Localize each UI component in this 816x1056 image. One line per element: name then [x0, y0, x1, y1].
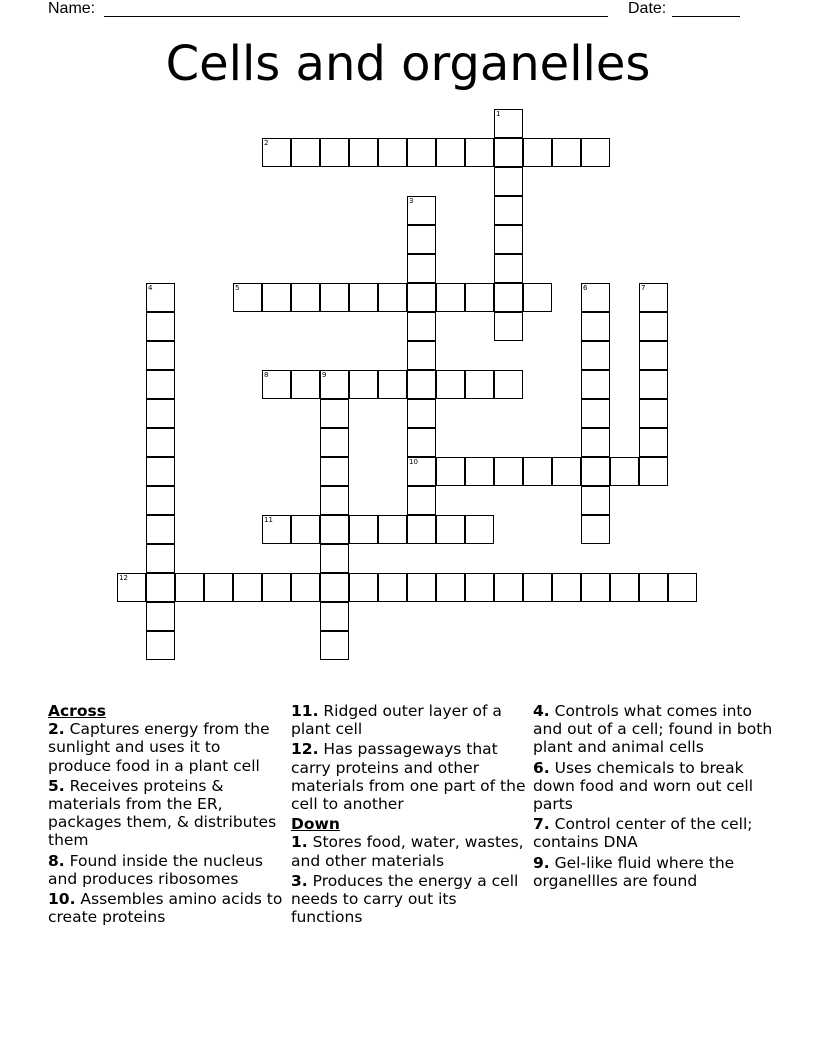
grid-cell[interactable] — [349, 138, 378, 167]
grid-cell[interactable] — [320, 544, 349, 573]
grid-cell[interactable] — [552, 573, 581, 602]
grid-cell[interactable] — [291, 138, 320, 167]
grid-cell[interactable] — [465, 515, 494, 544]
clue-across-12: 12. Has passageways that carry proteins and other materials from one part of the cell to another — [291, 740, 526, 814]
grid-cell[interactable] — [262, 515, 291, 544]
grid-cell[interactable] — [320, 457, 349, 486]
grid-cell[interactable] — [407, 370, 436, 399]
grid-cell[interactable] — [378, 138, 407, 167]
clue-down-7: 7. Control center of the cell; contains DNA — [533, 815, 753, 852]
grid-cell[interactable] — [349, 283, 378, 312]
grid-cell[interactable] — [146, 486, 175, 515]
grid-cell[interactable] — [407, 138, 436, 167]
grid-cell[interactable] — [204, 573, 233, 602]
grid-cell[interactable] — [581, 312, 610, 341]
grid-cell[interactable] — [581, 515, 610, 544]
grid-cell[interactable] — [320, 428, 349, 457]
clue-across-8: 8. Found inside the nucleus and produces ribosomes — [48, 851, 263, 888]
name-blank-line[interactable] — [104, 16, 608, 17]
clue-across-10: 10. Assembles amino acids to create proteins — [48, 890, 283, 927]
cell-number: 12 — [119, 574, 128, 582]
grid-cell[interactable] — [378, 370, 407, 399]
grid-cell[interactable] — [436, 573, 465, 602]
clue-across-11: 11. Ridged outer layer of a plant cell — [291, 702, 502, 739]
grid-cell[interactable] — [320, 631, 349, 660]
grid-cell[interactable] — [146, 283, 175, 312]
grid-cell[interactable] — [262, 138, 291, 167]
grid-cell[interactable] — [262, 283, 291, 312]
grid-cell[interactable] — [494, 138, 523, 167]
cell-number: 5 — [235, 284, 240, 292]
grid-cell[interactable] — [320, 370, 349, 399]
grid-cell[interactable] — [436, 138, 465, 167]
grid-cell[interactable] — [291, 370, 320, 399]
grid-cell[interactable] — [494, 573, 523, 602]
grid-cell[interactable] — [146, 544, 175, 573]
clue-down-9: 9. Gel-like fluid where the organellles are found — [533, 853, 735, 890]
date-blank-line[interactable] — [672, 16, 740, 17]
grid-cell[interactable] — [523, 457, 552, 486]
grid-cell[interactable] — [581, 457, 610, 486]
grid-cell[interactable] — [407, 457, 436, 486]
grid-cell[interactable] — [494, 370, 523, 399]
grid-cell[interactable] — [639, 573, 668, 602]
grid-cell[interactable] — [436, 457, 465, 486]
grid-cell[interactable] — [639, 428, 668, 457]
clue-across-2: 2. Captures energy from the sunlight and uses it to produce food in a plant cell — [48, 720, 270, 775]
page-title: Cells and organelles — [165, 36, 651, 92]
clue-down-3: 3. Produces the energy a cell needs to carry out its functions — [291, 871, 519, 927]
grid-cell[interactable] — [349, 573, 378, 602]
clue-across-5: 5. Receives proteins & materials from the ER, packages them, & distributes them — [48, 776, 277, 850]
grid-cell[interactable] — [146, 602, 175, 631]
grid-cell[interactable] — [146, 573, 175, 602]
across-heading: Across — [48, 702, 106, 720]
grid-cell[interactable] — [668, 573, 697, 602]
grid-cell[interactable] — [146, 457, 175, 486]
grid-cell[interactable] — [494, 196, 523, 225]
grid-cell[interactable] — [465, 138, 494, 167]
grid-cell[interactable] — [639, 283, 668, 312]
grid-cell[interactable] — [407, 573, 436, 602]
grid-cell[interactable] — [639, 370, 668, 399]
grid-cell[interactable] — [146, 631, 175, 660]
grid-cell[interactable] — [639, 399, 668, 428]
clue-down-4: 4. Controls what comes into and out of a cell; found in both plant and animal cells — [533, 702, 773, 757]
grid-cell[interactable] — [494, 457, 523, 486]
grid-cell[interactable] — [291, 573, 320, 602]
header — [48, 0, 768, 20]
down-heading: Down — [291, 815, 340, 834]
grid-cell[interactable] — [146, 312, 175, 341]
grid-cell[interactable] — [581, 428, 610, 457]
grid-cell[interactable] — [233, 283, 262, 312]
clue-down-1: 1. Stores food, water, wastes, and other materials — [291, 833, 524, 870]
grid-cell[interactable] — [436, 370, 465, 399]
grid-cell[interactable] — [581, 341, 610, 370]
grid-cell[interactable] — [465, 573, 494, 602]
grid-cell[interactable] — [610, 573, 639, 602]
date-label: Date: — [628, 0, 667, 17]
grid-cell[interactable] — [639, 341, 668, 370]
grid-cell[interactable] — [407, 196, 436, 225]
cell-number: 11 — [264, 516, 273, 524]
grid-cell[interactable] — [378, 573, 407, 602]
grid-cell[interactable] — [407, 486, 436, 515]
grid-cell[interactable] — [581, 138, 610, 167]
grid-cell[interactable] — [523, 573, 552, 602]
cell-number: 10 — [409, 458, 418, 466]
grid-cell[interactable] — [320, 138, 349, 167]
grid-cell[interactable] — [581, 573, 610, 602]
grid-cell[interactable] — [262, 370, 291, 399]
grid-cell[interactable] — [552, 457, 581, 486]
grid-cell[interactable] — [407, 254, 436, 283]
cell-number: 8 — [264, 371, 269, 379]
grid-cell[interactable] — [581, 370, 610, 399]
grid-cell[interactable] — [146, 399, 175, 428]
clues-column-2 — [291, 702, 531, 928]
grid-cell[interactable] — [291, 515, 320, 544]
grid-cell[interactable] — [233, 573, 262, 602]
grid-cell[interactable] — [146, 515, 175, 544]
grid-cell[interactable] — [407, 312, 436, 341]
grid-cell[interactable] — [494, 109, 523, 138]
grid-cell[interactable] — [581, 399, 610, 428]
cell-number: 3 — [409, 197, 414, 205]
grid-cell[interactable] — [465, 370, 494, 399]
grid-cell[interactable] — [581, 283, 610, 312]
grid-cell[interactable] — [262, 573, 291, 602]
grid-cell[interactable] — [465, 283, 494, 312]
grid-cell[interactable] — [639, 312, 668, 341]
grid-cell[interactable] — [146, 370, 175, 399]
grid-cell[interactable] — [494, 167, 523, 196]
grid-cell[interactable] — [494, 283, 523, 312]
grid-cell[interactable] — [494, 312, 523, 341]
grid-cell[interactable] — [320, 283, 349, 312]
cell-number: 2 — [264, 139, 269, 147]
grid-cell[interactable] — [465, 457, 494, 486]
grid-cell[interactable] — [146, 341, 175, 370]
cell-number: 6 — [583, 284, 588, 292]
grid-cell[interactable] — [639, 457, 668, 486]
grid-cell[interactable] — [407, 341, 436, 370]
grid-cell[interactable] — [320, 486, 349, 515]
grid-cell[interactable] — [494, 225, 523, 254]
grid-cell[interactable] — [320, 399, 349, 428]
grid-cell[interactable] — [349, 515, 378, 544]
cell-number: 7 — [641, 284, 646, 292]
grid-cell[interactable] — [117, 573, 146, 602]
grid-cell[interactable] — [436, 515, 465, 544]
grid-cell[interactable] — [523, 138, 552, 167]
grid-cell[interactable] — [320, 515, 349, 544]
cell-number: 4 — [148, 284, 153, 292]
grid-cell[interactable] — [378, 283, 407, 312]
grid-cell[interactable] — [349, 370, 378, 399]
name-label: Name: — [48, 0, 96, 17]
grid-cell[interactable] — [320, 602, 349, 631]
grid-cell[interactable] — [610, 457, 639, 486]
grid-cell[interactable] — [291, 283, 320, 312]
grid-cell[interactable] — [552, 138, 581, 167]
grid-cell[interactable] — [523, 283, 552, 312]
grid-cell[interactable] — [436, 283, 465, 312]
grid-cell[interactable] — [581, 486, 610, 515]
cell-number: 9 — [322, 371, 327, 379]
grid-cell[interactable] — [175, 573, 204, 602]
grid-cell[interactable] — [320, 573, 349, 602]
grid-cell[interactable] — [494, 254, 523, 283]
grid-cell[interactable] — [407, 515, 436, 544]
grid-cell[interactable] — [407, 225, 436, 254]
grid-cell[interactable] — [407, 283, 436, 312]
grid-cell[interactable] — [146, 428, 175, 457]
clues-column-1 — [48, 702, 288, 928]
clues-column-3 — [533, 702, 773, 892]
grid-cell[interactable] — [407, 399, 436, 428]
cell-number: 1 — [496, 110, 501, 118]
grid-cell[interactable] — [407, 428, 436, 457]
grid-cell[interactable] — [378, 515, 407, 544]
clue-down-6: 6. Uses chemicals to break down food and worn out cell parts — [533, 758, 754, 814]
